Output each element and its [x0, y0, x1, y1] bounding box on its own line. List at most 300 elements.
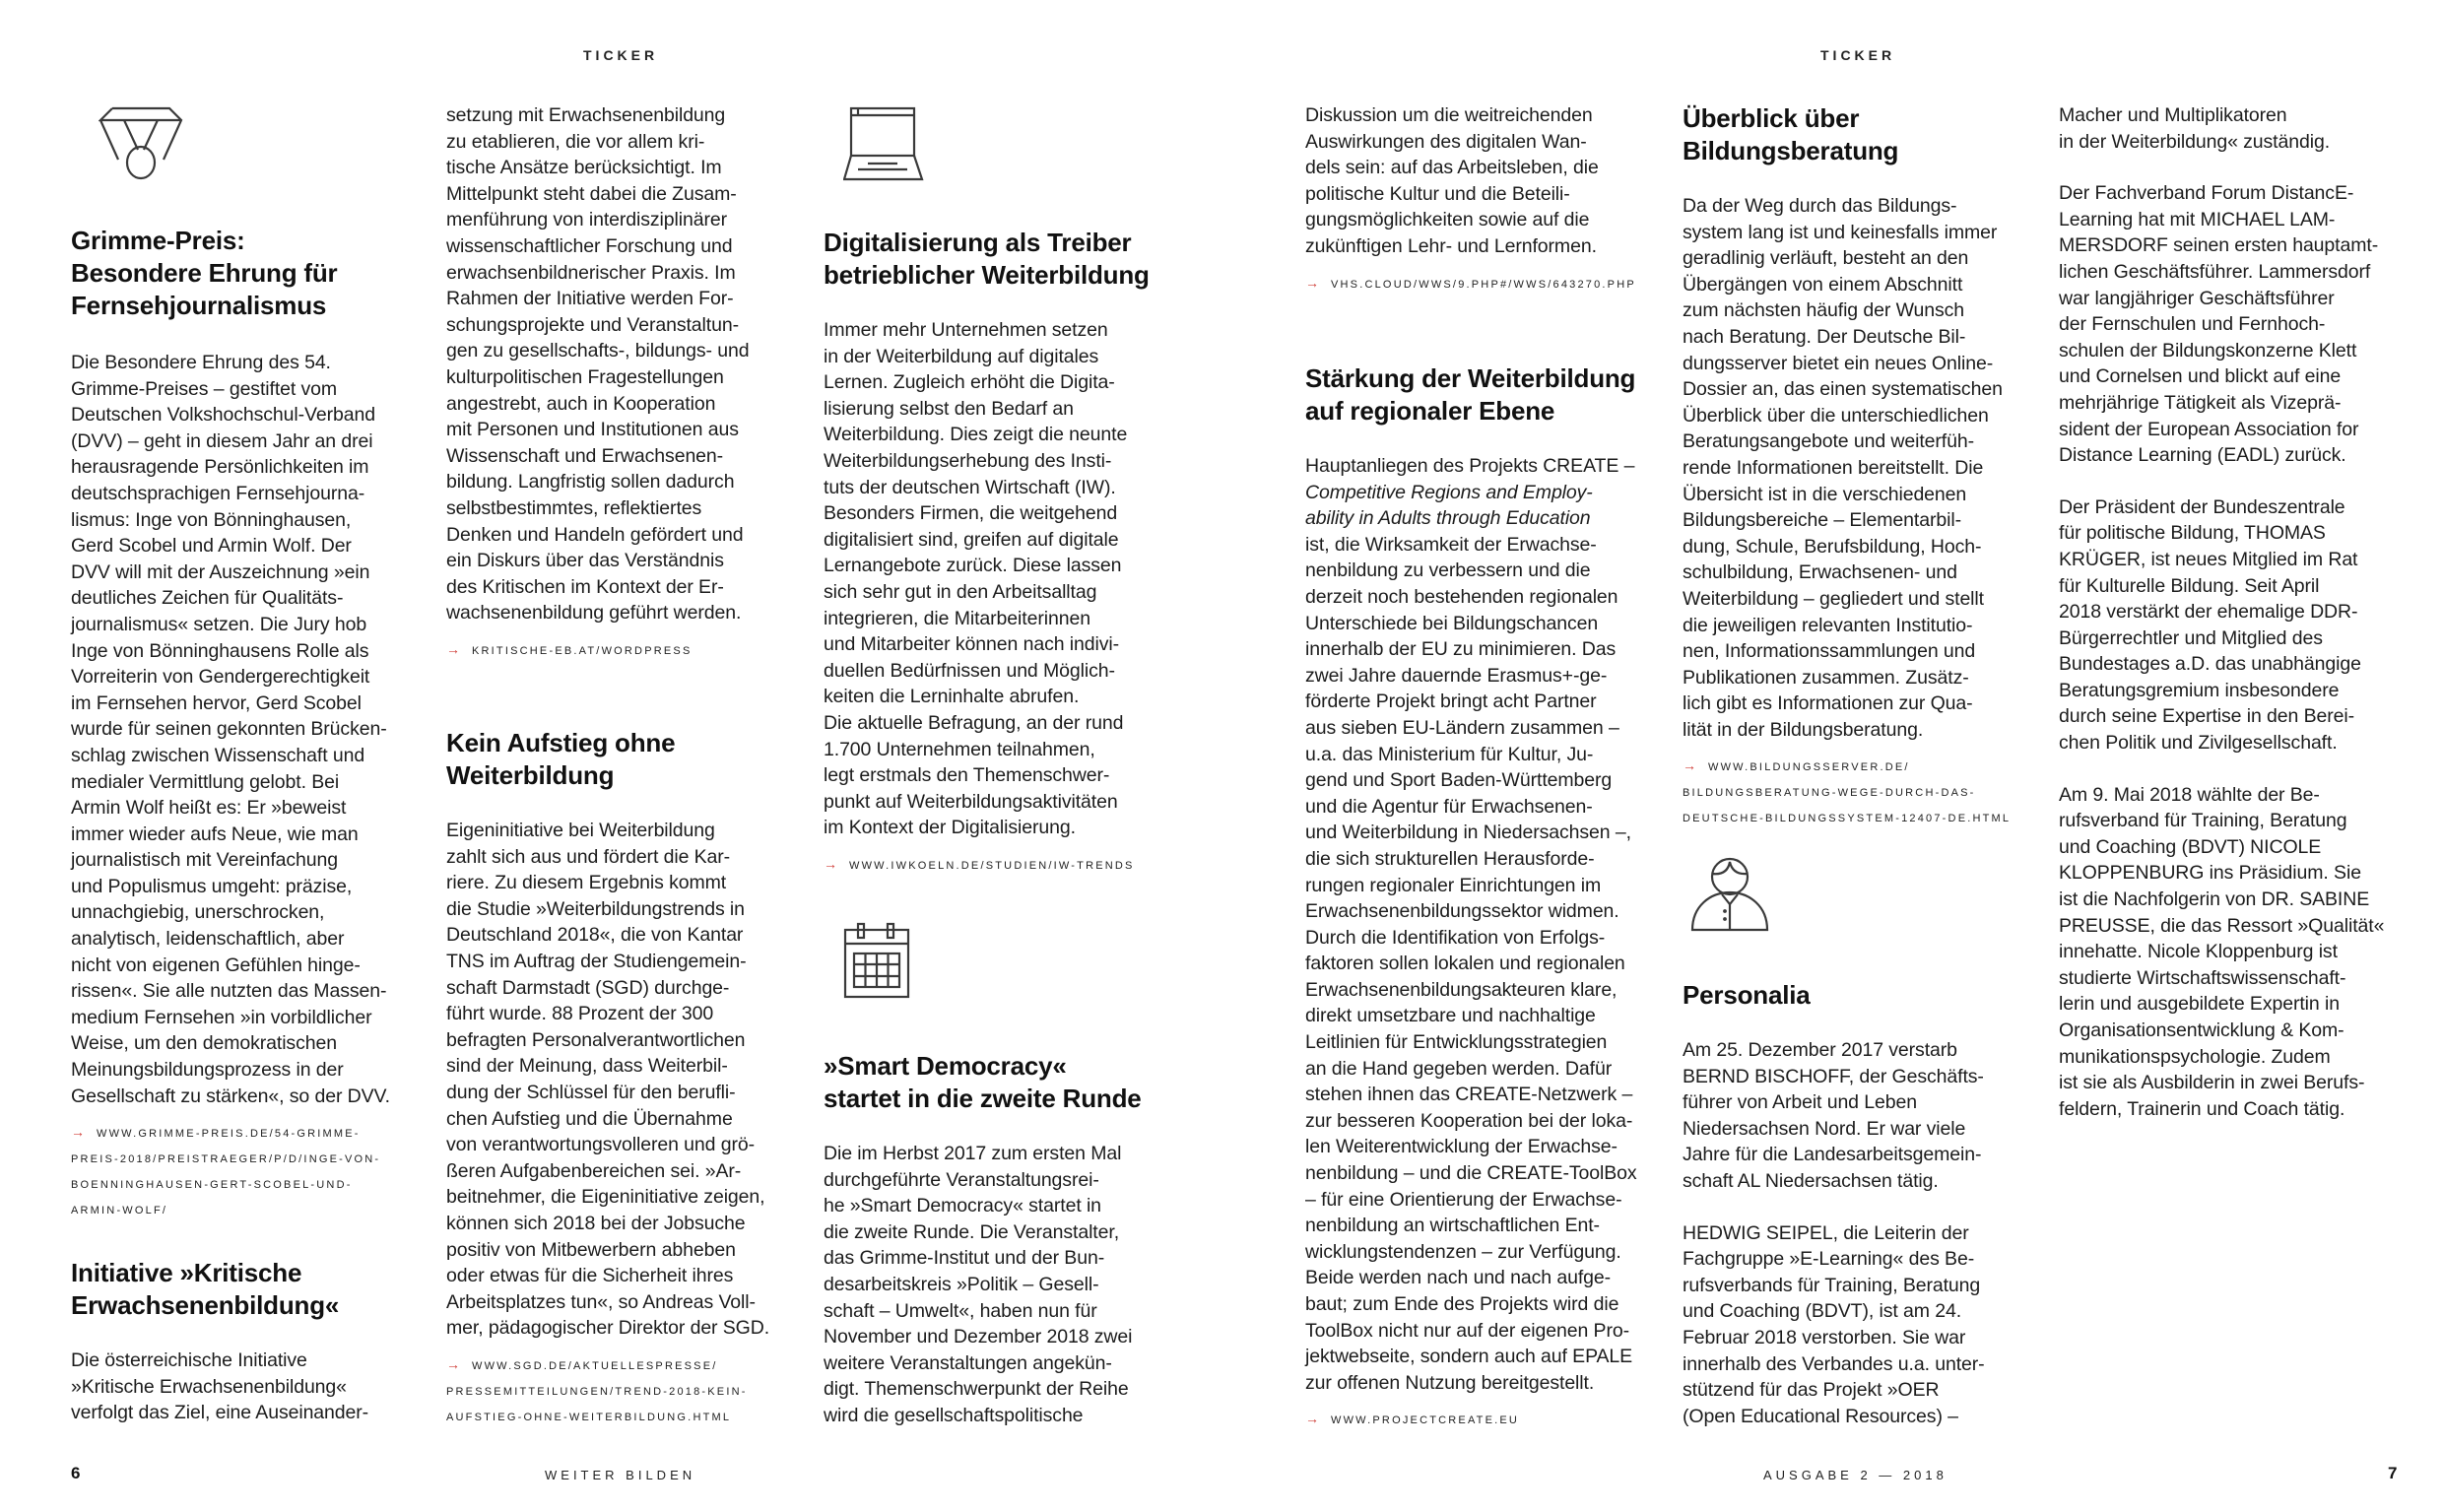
link-text[interactable]: WWW.BILDUNGSSERVER.DE/ — [1708, 761, 1910, 774]
text-line: sind der Meinung, dass Weiterbil- — [446, 1055, 728, 1078]
text-line: setzung mit Erwachsenenbildung — [446, 104, 726, 126]
article-bildungsberatung — [1683, 102, 2022, 831]
article-body — [446, 818, 786, 1342]
text-line: bildung. Langfristig sollen dadurch — [446, 471, 735, 493]
text-line: keiten die Lerninhalte abrufen. — [824, 686, 1080, 708]
text-line: journalismus« setzen. Die Jury hob — [71, 613, 367, 635]
article-link[interactable] — [446, 1351, 786, 1430]
title-line: Bildungsberatung — [1683, 136, 1899, 165]
text-line: führer von Arbeit und Leben — [1683, 1091, 1917, 1114]
text-line: MERSDORF seinen ersten hauptamt- — [2059, 234, 2379, 257]
text-line: HEDWIG SEIPEL, die Leiterin der — [1683, 1221, 1969, 1244]
text-line: Publikationen zusammen. Zusätz- — [1683, 666, 1969, 689]
text-line: können sich 2018 bei der Jobsuche — [446, 1212, 746, 1234]
page-number-left: 6 — [71, 1464, 81, 1482]
text-line: schaft Darmstadt (SGD) durchge- — [446, 976, 730, 999]
text-line: Jahre für die Landesarbeitsgemein- — [1683, 1144, 1982, 1166]
title-line: Personalia — [1683, 980, 1811, 1010]
text-line: punkt auf Weiterbildungsaktivitäten — [824, 790, 1118, 813]
text-line: »Kritische Erwachsenenbildung« — [71, 1375, 347, 1398]
text-line: mehrjährige Tätigkeit als Vizeprä- — [2059, 391, 2342, 414]
text-line: schaft AL Niedersachsen tätig. — [1683, 1169, 1939, 1192]
text-line: und Populismus umgeht: präzise, — [71, 875, 353, 897]
text-line: Übersicht ist in die verschiedenen — [1683, 483, 1967, 505]
text-line: Am 9. Mai 2018 wählte der Be- — [2059, 783, 2320, 806]
text-line: Beratungsangebote und weiterfüh- — [1683, 430, 1975, 453]
link-text[interactable]: WWW.GRIMME-PREIS.DE/54-GRIMME- — [97, 1128, 361, 1141]
text-line: und Weiterbildung in Niedersachsen –, — [1305, 822, 1631, 844]
text-line: zur offenen Nutzung bereitgestellt. — [1305, 1371, 1595, 1394]
article-body — [2059, 180, 2399, 469]
text-line: Weiterbildungserhebung des Insti- — [824, 449, 1112, 472]
text-line: in der Weiterbildung« zuständig. — [2059, 130, 2331, 153]
text-line: chen Aufstieg und die Übernahme — [446, 1107, 733, 1130]
text-line: Immer mehr Unternehmen setzen — [824, 319, 1108, 341]
text-line: die jeweiligen relevanten Institutio- — [1683, 614, 1973, 636]
text-line: zwei Jahre dauernde Erasmus+-ge- — [1305, 664, 1608, 687]
article-link[interactable] — [824, 851, 1163, 879]
text-line: an die Hand gegeben werden. Dafür — [1305, 1057, 1613, 1080]
article-smart-democracy — [824, 1050, 1163, 1429]
title-line: Überblick über — [1683, 103, 1860, 133]
text-line: Organisationsentwicklung & Kom- — [2059, 1019, 2344, 1041]
arrow-right-icon: → — [446, 640, 460, 657]
article-link[interactable] — [1305, 270, 1645, 297]
text-line: im Kontext der Digitalisierung. — [824, 817, 1076, 839]
link-line[interactable] — [71, 1119, 411, 1147]
link-text[interactable]: VHS.CLOUD/WWS/9.PHP#/WWS/643270.PHP — [1331, 278, 1636, 291]
text-line: journalistisch mit Vereinfachung — [71, 849, 339, 872]
text-line: geradlinig verläuft, besteht an den — [1683, 247, 1969, 270]
article-body — [824, 1141, 1163, 1429]
article-body — [2059, 102, 2399, 155]
text-line: Arbeitsplatzes tun«, so Andreas Voll- — [446, 1290, 756, 1313]
text-line: riere. Zu diesem Ergebnis kommt — [446, 872, 727, 894]
text-line: Mittelpunkt steht dabei die Zusam- — [446, 182, 737, 205]
text-line: der Fernschulen und Fernhoch- — [2059, 313, 2326, 336]
text-line: Wissenschaft und Erwachsenen- — [446, 444, 724, 467]
text-line: befragten Personalverantwortlichen — [446, 1028, 746, 1051]
arrow-right-icon: → — [824, 855, 837, 872]
text-line: rissen«. Sie alle nutzten das Massen- — [71, 980, 387, 1003]
text-line: nenbildung an wirtschaftlichen Ent- — [1305, 1215, 1600, 1237]
article-kein-aufstieg — [446, 727, 786, 1430]
text-line: Erwachsenenbildungsakteuren klare, — [1305, 978, 1618, 1001]
text-line: die Studie »Weiterbildungstrends in — [446, 897, 745, 920]
text-line: deutliches Zeichen für Qualitäts- — [71, 587, 344, 610]
text-line: Überblick über die unterschiedlichen — [1683, 404, 1989, 427]
text-line: Lernangebote zurück. Diese lassen — [824, 555, 1122, 577]
text-line: die zweite Runde. Die Veranstalter, — [824, 1220, 1120, 1243]
link-line[interactable] — [446, 1351, 786, 1379]
text-line: nenbildung – und die CREATE-ToolBox — [1305, 1162, 1637, 1185]
arrow-right-icon: → — [71, 1124, 85, 1141]
text-line: weitere Veranstaltungen angekün- — [824, 1351, 1112, 1374]
text-line: mit Personen und Institutionen aus — [446, 419, 739, 441]
text-line: medium Fernsehen »in vorbildlicher — [71, 1006, 372, 1028]
text-line: legt erstmals den Themenschwer- — [824, 764, 1110, 787]
text-line: Grimme-Preises – gestiftet vom — [71, 377, 338, 400]
text-line: KLOPPENBURG ins Präsidium. Sie — [2059, 862, 2361, 885]
text-line: Bildungsbereiche – Elementarbil- — [1683, 509, 1961, 532]
text-line: baut; zum Ende des Projekts wird die — [1305, 1293, 1619, 1315]
text-line: faktoren sollen lokalen und regionalen — [1305, 953, 1625, 975]
text-line: len Weiterentwicklung der Erwachse- — [1305, 1136, 1618, 1158]
link-line[interactable]: BILDUNGSBERATUNG-WEGE-DURCH-DAS- — [1683, 787, 1976, 800]
article-grimme-preis — [71, 225, 411, 1223]
text-line: Fachgruppe »E-Learning« des Be- — [1683, 1248, 1975, 1271]
link-text[interactable]: WWW.PROJECTCREATE.EU — [1331, 1414, 1520, 1427]
link-line[interactable] — [1683, 753, 2022, 780]
text-line: integrieren, die Mitarbeiterinnen — [824, 607, 1090, 629]
text-line: Der Präsident der Bundeszentrale — [2059, 495, 2345, 518]
text-line: lisierung selbst den Bedarf an — [824, 397, 1074, 420]
text-line: KRÜGER, ist neues Mitglied im Rat — [2059, 548, 2358, 570]
title-line: Digitalisierung als Treiber — [824, 228, 1132, 257]
link-text[interactable]: WWW.IWKOELN.DE/STUDIEN/IW-TRENDS — [849, 859, 1135, 872]
arrow-right-icon: → — [1305, 1411, 1319, 1427]
text-line: verfolgt das Ziel, eine Auseinander- — [71, 1402, 369, 1424]
text-line: Lernen. Zugleich erhöht die Digita- — [824, 371, 1115, 394]
text-line: Gesellschaft zu stärken«, so der DVV. — [71, 1085, 390, 1107]
title-line: Weiterbildung — [446, 760, 615, 790]
article-link[interactable] — [1683, 753, 2022, 831]
text-line: rende Informationen bereitstellt. Die — [1683, 456, 1984, 479]
title-line: »Smart Democracy« — [824, 1051, 1067, 1081]
text-line: duellen Bedürfnissen und Möglich- — [824, 659, 1115, 682]
text-line: Weiterbildung. Dies zeigt die neunte — [824, 424, 1128, 446]
article-personalia-continued — [2059, 102, 2399, 1122]
text-line: im Fernsehen hervor, Gerd Scobel — [71, 691, 362, 714]
text-line: desarbeitskreis »Politik – Gesell- — [824, 1273, 1099, 1295]
link-line[interactable] — [1305, 270, 1645, 297]
article-body — [2059, 782, 2399, 1123]
text-line: he »Smart Democracy« startet in — [824, 1195, 1101, 1217]
article-body — [1683, 1220, 2022, 1430]
text-line: wissenschaftlicher Forschung und — [446, 234, 733, 257]
link-line[interactable]: BOENNINGHAUSEN-GERT-SCOBEL-UND- — [71, 1179, 353, 1192]
article-title — [71, 225, 411, 322]
title-line: Kein Aufstieg ohne — [446, 728, 676, 757]
section-header-right: TICKER — [1820, 47, 1896, 63]
text-line: ist, die Wirksamkeit der Erwachse- — [1305, 533, 1597, 556]
text-line: lismus: Inge von Bönninghausen, — [71, 508, 352, 531]
text-line: dels sein: auf das Arbeitsleben, die — [1305, 157, 1599, 179]
text-line: für politische Bildung, THOMAS — [2059, 522, 2326, 545]
text-line: Weiterbildung – gegliedert und stellt — [1683, 587, 1984, 610]
text-line: Deutschland 2018«, die von Kantar — [446, 924, 744, 947]
arrow-right-icon: → — [446, 1355, 460, 1372]
text-line: und Coaching (BDVT) NICOLE — [2059, 835, 2322, 858]
text-line: gungsmöglichkeiten sowie auf die — [1305, 209, 1590, 231]
text-line: Übergängen von einem Abschnitt — [1683, 273, 1963, 296]
text-line: lichen Geschäftsführer. Lammersdorf — [2059, 260, 2371, 283]
text-line: positiv von Mitbewerbern abheben — [446, 1238, 736, 1261]
text-line: angestrebt, auch in Kooperation — [446, 392, 716, 415]
text-line: Dossier an, das einen systematischen — [1683, 378, 2003, 401]
text-line: Am 25. Dezember 2017 verstarb — [1683, 1039, 1957, 1061]
text-line: nenbildung zu verbessern und die — [1305, 559, 1591, 582]
text-line: Die aktuelle Befragung, an der rund — [824, 711, 1124, 734]
text-line: förderte Projekt bringt acht Partner — [1305, 690, 1597, 713]
text-line: immer wieder aufs Neue, wie man — [71, 822, 359, 845]
article-body — [1305, 102, 1645, 260]
text-line: für Kulturelle Bildung. Seit April — [2059, 574, 2320, 597]
text-line: digt. Themenschwerpunkt der Reihe — [824, 1378, 1129, 1401]
text-line: in der Weiterbildung auf digitales — [824, 345, 1099, 367]
text-line: stehen ihnen das CREATE-Netzwerk – — [1305, 1084, 1633, 1106]
text-line: nicht von eigenen Gefühlen hinge- — [71, 953, 361, 976]
text-line: innerhalb der EU zu minimieren. Das — [1305, 638, 1617, 661]
title-line: Grimme-Preis: — [71, 226, 245, 255]
text-line: Armin Wolf heißt es: Er »beweist — [71, 797, 347, 820]
text-line: November und Dezember 2018 zwei — [824, 1326, 1133, 1348]
text-line: Die im Herbst 2017 zum ersten Mal — [824, 1143, 1122, 1164]
text-line: zum nächsten häufig der Wunsch — [1683, 299, 1965, 322]
text-line: (DVV) – geht in diesem Jahr an drei — [71, 429, 373, 452]
text-line: herausragende Persönlichkeiten im — [71, 456, 369, 479]
text-line: das Grimme-Institut und der Bun- — [824, 1247, 1105, 1270]
text-line: stützend für das Projekt »OER — [1683, 1379, 1940, 1402]
title-line: Stärkung der Weiterbildung — [1305, 363, 1636, 393]
medal-icon — [99, 106, 183, 181]
text-line: medialer Vermittlung gelobt. Bei — [71, 770, 340, 793]
text-line: wird die gesellschaftspolitische — [824, 1404, 1084, 1426]
text-line: dung der Schlüssel für den berufli- — [446, 1081, 736, 1103]
title-line: auf regionaler Ebene — [1305, 396, 1555, 426]
text-line: Hauptanliegen des Projekts CREATE – — [1305, 455, 1635, 477]
text-line: Bürgerrechtler und Mitglied des — [2059, 626, 2323, 649]
text-line: innehatte. Nicole Kloppenburg ist — [2059, 941, 2338, 963]
text-line: feldern, Trainerin und Coach tätig. — [2059, 1097, 2345, 1120]
text-line: oder etwas für die Sicherheit ihres — [446, 1265, 734, 1287]
text-line: zur besseren Kooperation bei der loka- — [1305, 1109, 1633, 1132]
text-line: von verantwortungsvolleren und grö- — [446, 1134, 756, 1156]
text-line: ToolBox nicht nur auf der eigenen Pro- — [1305, 1319, 1629, 1342]
text-line: Weise, um den demokratischen — [71, 1032, 337, 1055]
text-line: tische Ansätze berücksichtigt. Im — [446, 157, 722, 179]
arrow-right-icon: → — [1305, 274, 1319, 291]
title-line: Initiative »Kritische — [71, 1258, 302, 1287]
text-line: Meinungsbildungsprozess in der — [71, 1059, 344, 1082]
text-line: ist die Nachfolgerin von DR. SABINE — [2059, 888, 2370, 911]
text-line: dung, Schule, Berufsbildung, Hoch- — [1683, 535, 1982, 558]
text-line: tuts der deutschen Wirtschaft (IW). — [824, 476, 1116, 498]
text-line: digitalisiert sind, greifen auf digitale — [824, 528, 1119, 551]
title-line: Fernsehjournalismus — [71, 291, 327, 320]
article-kritische-eb-continued — [446, 102, 786, 664]
text-line: lerin und ausgebildete Expertin in — [2059, 993, 2340, 1016]
text-line: DVV will mit der Auszeichnung »ein — [71, 560, 370, 583]
text-line: war langjähriger Geschäftsführer — [2059, 287, 2335, 309]
text-line: und Coaching (BDVT), ist am 24. — [1683, 1300, 1962, 1323]
section-header-left: TICKER — [583, 47, 659, 63]
text-line: Da der Weg durch das Bildungs- — [1683, 195, 1957, 217]
link-line[interactable] — [1305, 1406, 1645, 1433]
text-line: Learning hat mit MICHAEL LAM- — [2059, 208, 2336, 230]
text-line: (Open Educational Resources) – — [1683, 1405, 1958, 1427]
text-line: Februar 2018 verstorben. Sie war — [1683, 1326, 1966, 1348]
text-line: Competitive Regions and Employ- — [1305, 481, 1593, 503]
text-line: direkt umsetzbare und nachhaltige — [1305, 1005, 1596, 1027]
article-personalia — [1683, 979, 2022, 1429]
text-line: rungen regionaler Einrichtungen im — [1305, 874, 1602, 896]
link-line[interactable]: DEUTSCHE-BILDUNGSSYSTEM-12407-DE.HTML — [1683, 813, 2012, 825]
article-link[interactable] — [1305, 1406, 1645, 1433]
text-line: system lang ist und keinesfalls immer — [1683, 221, 1998, 243]
text-line: und Cornelsen und blickt auf eine — [2059, 365, 2342, 388]
link-text[interactable]: WWW.SGD.DE/AKTUELLESPRESSE/ — [472, 1359, 718, 1372]
text-line: schulbildung, Erwachsenen- und — [1683, 561, 1957, 584]
text-line: Rahmen der Initiative werden For- — [446, 288, 734, 310]
text-line: erwachsenbildnerischer Praxis. Im — [446, 261, 736, 284]
article-body — [1305, 453, 1645, 1396]
text-line: des Kritischen im Kontext der Er- — [446, 575, 724, 598]
text-line: innerhalb des Verbandes u.a. unter- — [1683, 1352, 1985, 1375]
text-line: TNS im Auftrag der Studiengemein- — [446, 950, 747, 972]
text-line: lität in der Bildungsberatung. — [1683, 718, 1924, 741]
text-line: jektwebseite, sondern auch auf EPALE — [1305, 1346, 1633, 1368]
text-line: studierte Wirtschaftswissenschaft- — [2059, 966, 2346, 989]
text-line: nen, Informationssammlungen und — [1683, 640, 1976, 663]
text-line: Gerd Scobel und Armin Wolf. Der — [71, 535, 352, 558]
text-line: Niedersachsen Nord. Er war viele — [1683, 1117, 1966, 1140]
article-link[interactable] — [446, 636, 786, 664]
text-line: Die österreichische Initiative — [71, 1349, 307, 1371]
text-line: sident der European Association for — [2059, 418, 2359, 440]
text-line: schungsprojekte und Veranstaltun- — [446, 313, 739, 336]
link-line[interactable]: PRESSEMITTEILUNGEN/TREND-2018-KEIN- — [446, 1385, 748, 1398]
link-line[interactable] — [446, 636, 786, 664]
text-line: Eigeninitiative bei Weiterbildung — [446, 820, 715, 841]
text-line: und die Agentur für Erwachsenen- — [1305, 795, 1593, 818]
text-line: politische Kultur und die Beteili- — [1305, 182, 1570, 205]
text-line: die sich strukturellen Herausforde- — [1305, 847, 1595, 870]
text-line: Diskussion um die weitreichenden — [1305, 104, 1593, 126]
arrow-right-icon: → — [1683, 757, 1696, 774]
text-line: deutschsprachigen Fernsehjourna- — [71, 482, 365, 504]
text-line: wurde für seinen gekonnten Brücken- — [71, 718, 387, 741]
text-line: nach Beratung. Der Deutsche Bil- — [1683, 325, 1966, 348]
link-line[interactable]: PREIS-2018/PREISTRAEGER/P/D/INGE-VON- — [71, 1153, 381, 1166]
text-line: wicklungstendenzen – zur Verfügung. — [1305, 1240, 1621, 1263]
text-line: selbstbestimmtes, reflektiertes — [446, 496, 702, 519]
text-line: chen Politik und Zivilgesellschaft. — [2059, 732, 2338, 755]
text-line: Die Besondere Ehrung des 54. — [71, 352, 331, 373]
text-line: Distance Learning (EADL) zurück. — [2059, 444, 2346, 467]
text-line: derzeit noch bestehenden regionalen — [1305, 585, 1618, 608]
text-line: und Mitarbeiter können nach indivi- — [824, 633, 1120, 656]
text-line: gen zu gesellschafts-, bildungs- und — [446, 340, 750, 362]
link-line[interactable]: AUFSTIEG-OHNE-WEITERBILDUNG.HTML — [446, 1411, 732, 1423]
text-line: Auswirkungen des digitalen Wan- — [1305, 130, 1587, 153]
article-regionale-ebene — [1305, 362, 1645, 1433]
text-line: ßeren Aufgabenbereichen sei. »Ar- — [446, 1159, 742, 1182]
text-line: BERND BISCHOFF, der Geschäfts- — [1683, 1065, 1984, 1087]
calendar-icon — [843, 922, 912, 1001]
text-line: mer, pädagogischer Direktor der SGD. — [446, 1317, 770, 1340]
text-line: Macher und Multiplikatoren — [2059, 104, 2287, 126]
text-line: – für eine Orientierung der Erwachse- — [1305, 1188, 1622, 1211]
text-line: ein Diskurs über das Verständnis — [446, 550, 724, 572]
text-line: menführung von interdisziplinärer — [446, 209, 728, 231]
text-line: zahlt sich aus und fördert die Kar- — [446, 845, 731, 868]
text-line: Denken und Handeln gefördert und — [446, 523, 744, 546]
article-body — [824, 317, 1163, 841]
text-line: PREUSSE, die das Ressort »Qualität« — [2059, 914, 2385, 937]
article-body — [1683, 1037, 2022, 1195]
article-body — [71, 350, 411, 1109]
article-digitalisierung — [824, 227, 1163, 879]
text-line: dungsserver bietet ein neues Online- — [1683, 352, 1994, 374]
text-line: Durch die Identifikation von Erfolgs- — [1305, 926, 1606, 949]
text-line: schlag zwischen Wissenschaft und — [71, 744, 365, 766]
link-line[interactable] — [824, 851, 1163, 879]
article-link[interactable] — [71, 1119, 411, 1223]
issue-label: AUSGABE 2 — 2018 — [1763, 1468, 1948, 1482]
text-line: 2018 verstärkt der ehemalige DDR- — [2059, 601, 2358, 624]
text-line: ability in Adults through Education — [1305, 507, 1591, 530]
text-line: Vorreiterin von Gendergerechtigkeit — [71, 666, 370, 689]
article-body — [71, 1348, 411, 1426]
text-line: zu etablieren, die vor allem kri- — [446, 130, 705, 153]
text-line: Unterschiede bei Bildungschancen — [1305, 612, 1599, 634]
text-line: aus sieben EU-Ländern zusammen – — [1305, 716, 1619, 739]
text-line: kulturpolitischen Fragestellungen — [446, 365, 724, 388]
text-line: 1.700 Unternehmen teilnahmen, — [824, 738, 1095, 760]
article-body — [1683, 193, 2022, 743]
text-line: führt wurde. 88 Prozent der 300 — [446, 1003, 714, 1025]
text-line: Beide werden nach und nach aufge- — [1305, 1267, 1612, 1289]
link-line[interactable]: ARMIN-WOLF/ — [71, 1205, 168, 1217]
text-line: durchgeführte Veranstaltungsrei- — [824, 1168, 1099, 1191]
text-line: analytisch, leidenschaftlich, aber — [71, 928, 345, 951]
article-kritische-eb — [71, 1257, 411, 1426]
text-line: ist sie als Ausbilderin in zwei Berufs- — [2059, 1072, 2365, 1094]
text-line: Der Fachverband Forum DistancE- — [2059, 182, 2354, 205]
text-line: Bundestages a.D. das unabhängige — [2059, 653, 2361, 676]
article-smart-democracy-continued — [1305, 102, 1645, 297]
text-line: Leitlinien für Entwicklungsstrategien — [1305, 1031, 1608, 1054]
text-line: rufsverbands für Training, Beratung — [1683, 1274, 1981, 1296]
title-line: startet in die zweite Runde — [824, 1084, 1142, 1113]
laptop-icon — [843, 106, 926, 183]
text-line: Besonders Firmen, die weitgehend — [824, 502, 1118, 525]
text-line: Deutschen Volkshochschul-Verband — [71, 404, 376, 427]
text-line: Inge von Bönninghausens Rolle als — [71, 639, 369, 662]
article-body — [446, 102, 786, 626]
text-line: munikationspsychologie. Zudem — [2059, 1045, 2331, 1068]
text-line: zukünftigen Lehr- und Lernformen. — [1305, 234, 1597, 257]
title-line: betrieblicher Weiterbildung — [824, 260, 1150, 290]
text-line: lich gibt es Informationen zur Qua- — [1683, 692, 1973, 715]
title-line: Erwachsenenbildung« — [71, 1290, 340, 1320]
text-line: Beratungsgremium insbesondere — [2059, 679, 2340, 701]
text-line: schaft – Umwelt«, haben nun für — [824, 1299, 1097, 1322]
link-text[interactable]: KRITISCHE-EB.AT/WORDPRESS — [472, 644, 693, 657]
text-line: rufsverband für Training, Beratung — [2059, 810, 2347, 832]
text-line: durch seine Expertise in den Berei- — [2059, 705, 2354, 728]
person-icon — [1690, 857, 1769, 936]
page-number-right: 7 — [2388, 1464, 2398, 1482]
title-line: Besondere Ehrung für — [71, 258, 338, 288]
text-line: beitnehmer, die Eigeninitiative zeigen, — [446, 1186, 765, 1209]
text-line: gend und Sport Baden-Württemberg — [1305, 769, 1613, 792]
text-line: unnachgiebig, unerschrocken, — [71, 901, 325, 924]
text-line: wachsenenbildung geführt werden. — [446, 602, 742, 625]
publication-title: WEITER BILDEN — [545, 1468, 696, 1482]
article-body — [2059, 494, 2399, 756]
